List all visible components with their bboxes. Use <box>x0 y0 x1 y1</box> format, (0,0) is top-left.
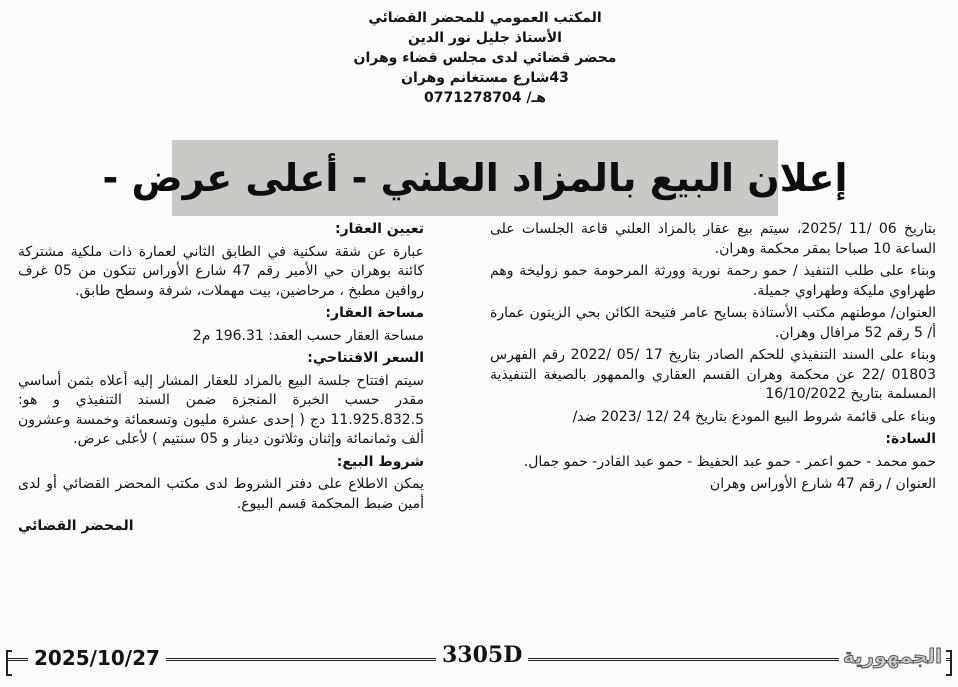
requesters-paragraph: وبناء على طلب التنفيذ / حمو رحمة نورية وورثة المرحومة حمو زوليخة وهم طهراوي مليكة وطهراوي جميلة. <box>490 263 936 299</box>
newspaper-masthead: الجمهورية <box>839 644 946 668</box>
property-description: عبارة عن شقة سكنية في الطابق الثاني لعمارة ذات ملكية مشتركة كائنة بوهران حي الأمير رقم 47 شارع الأوراس تتكون من 05 غرف روافين مطبخ ، مرحاضين، بيت مهملات، شرفة وسطح طابق. <box>18 243 424 299</box>
area-text: مساحة العقار حسب العقد: 196.31 م2 <box>192 327 424 344</box>
price-text: سيتم افتتاح جلسة البيع بالمزاد للعقار المشار إليه أعلاه بثمن أساسي مقدر حسب الخبرة المنجزة ضمن السند التنفيذي و هو: 11.925.832.5 دج ( إحدى عشرة مليون وتسعمائة وخمسة وعشرون ألف وثمانمائة وإثنان وثلاثون دينار و 05 سنتيم ) لأعلى عرض. <box>18 372 424 447</box>
conditions-heading: شروط البيع: <box>336 453 424 470</box>
right-column <box>490 220 936 498</box>
sale-date-paragraph: بتاريخ 06 /11 /2025، سيتم بيع عقار بالمزاد العلني قاعة الجلسات على الساعة 10 صباحا بمقر محكمة وهران. <box>490 221 937 257</box>
executive-title-paragraph: وبناء على السند التنفيذي للحكم الصادر بتاريخ 17 /05 /2022 رقم الفهرس 01803 /22 عن محكمة وهران القسم العقاري والممهور بالصيغة التنفيذية المسلمة بتاريخ 16/10/2022 <box>490 347 936 402</box>
footer-bracket-left <box>6 650 12 676</box>
office-address: 43شارع مستغانم وهران <box>401 70 569 86</box>
office-name: المكتب العمومي للمحضر القضائي <box>368 10 602 26</box>
notice-title: إعلان البيع بالمزاد العلني - أعلى عرض - <box>102 156 848 200</box>
conditions-text: يمكن الاطلاع على دفتر الشروط لدى مكتب المحضر القضائي أو لدى أمين ضبط المحكمة قسم البيوع. <box>18 476 424 512</box>
addressees-label: السادة: <box>885 431 936 447</box>
bailiff-title: محضر قضائي لدى مجلس قضاء وهران <box>353 50 617 66</box>
issue-date: 2025/10/27 <box>28 646 166 670</box>
office-phone: هـ/ 0771278704 <box>424 90 546 106</box>
signature: المحضر القضائي <box>18 518 134 534</box>
footer-bracket-right <box>946 650 952 676</box>
requesters-address-paragraph: العنوان/ موطنهم مكتب الأستاذة بسايح عامر فتيحة الكائن بحي الزيتون عمارة أ/ 5 رقم 52 مرافال وهران. <box>490 305 936 341</box>
addressees-address: العنوان / رقم 47 شارع الأوراس وهران <box>709 476 936 492</box>
addressees-list: حمو محمد - حمو اعمر - حمو عبد الحفيظ - حمو عبد القادر- حمو جمال. <box>523 453 936 470</box>
bailiff-name: الأستاذ جليل نور الدين <box>408 30 562 46</box>
area-heading: مساحة العقار: <box>325 305 424 321</box>
property-heading: تعيين العقار: <box>334 221 424 237</box>
sale-conditions-deposit-paragraph: وبناء على قائمة شروط البيع المودع بتاريخ 24 /12 /2023 ضد/ <box>572 408 936 425</box>
notice-code: 3305D <box>436 642 528 668</box>
footer <box>6 640 952 678</box>
title-banner <box>102 140 848 216</box>
price-heading: السعر الافتتاحي: <box>307 350 424 366</box>
left-column <box>18 220 424 537</box>
office-header <box>300 8 670 108</box>
